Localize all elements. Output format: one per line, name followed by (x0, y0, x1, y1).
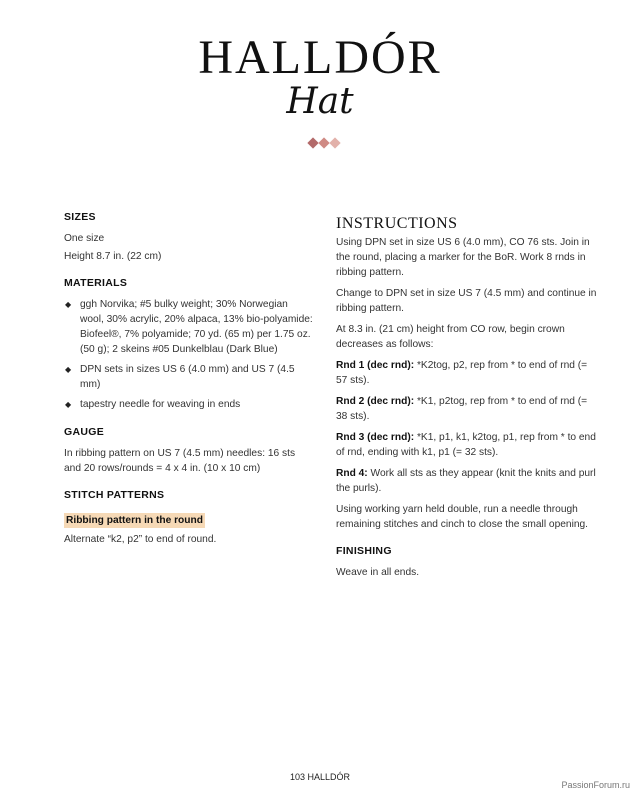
diamond-icon (318, 137, 329, 148)
finishing-heading: FINISHING (336, 545, 392, 557)
size-line: One size (64, 233, 105, 244)
round-instruction: Rnd 2 (dec rnd): *K1, p2tog, rep from * to end of rnd (= 38 sts). (336, 396, 588, 422)
round-instruction: Rnd 4: Work all sts as they appear (knit the knits and purl the purls). (336, 468, 596, 494)
instruction-paragraph: At 8.3 in. (21 cm) height from CO row, begin crown decreases as follows: (336, 324, 565, 350)
diamond-bullet-icon: ◆ (65, 300, 72, 309)
gauge-heading: GAUGE (64, 426, 105, 438)
right-column (336, 216, 598, 580)
gauge-text: In ribbing pattern on US 7 (4.5 mm) needles: 16 sts and 20 rows/rounds = 4 x 4 in. (10 x 10 cm) (64, 448, 296, 474)
page-footer: 103 HALLDÓR (289, 772, 351, 782)
watermark: PassionForum.ru (561, 780, 630, 790)
round-instruction: Rnd 3 (dec rnd): *K1, p1, k1, k2tog, p1, rep from * to end of rnd, ending with k1, p1 (= 32 sts). (336, 432, 596, 458)
round-instruction: Rnd 1 (dec rnd): *K2tog, p2, rep from * to end of rnd (= 57 sts). (336, 360, 588, 386)
left-column (64, 210, 314, 547)
diamond-icon (307, 137, 318, 148)
list-item: ◆ ggh Norvika; #5 bulky weight; 30% Norwegian wool, 30% acrylic, 20% alpaca, 13% bio-polyamide: Biofeel®, 7% polyamide; 70 yd. (65 m) per 1.75 oz. (50 g); 2 skeins #05 Dunkelblau (Dark Blue) (65, 299, 313, 355)
size-line: Height 8.7 in. (22 cm) (64, 251, 162, 262)
list-item: ◆ DPN sets in sizes US 6 (4.0 mm) and US 7 (4.5 mm) (65, 364, 295, 390)
page-subtitle: Hat (286, 81, 354, 122)
instruction-paragraph: Using working yarn held double, run a needle through remaining stitches and cinch to close the small opening. (336, 504, 588, 530)
materials-list (64, 297, 314, 412)
diamond-bullet-icon: ◆ (65, 365, 72, 374)
materials-heading: MATERIALS (64, 277, 128, 289)
sizes-heading: SIZES (64, 211, 96, 223)
list-item: ◆ tapestry needle for weaving in ends (65, 399, 241, 410)
diamond-bullet-icon: ◆ (65, 400, 72, 409)
instruction-paragraph: Change to DPN set in size US 7 (4.5 mm) and continue in ribbing pattern. (336, 288, 597, 314)
stitch-patterns-heading: STITCH PATTERNS (64, 489, 165, 501)
stitch-pattern-name: Ribbing pattern in the round (66, 515, 203, 526)
instructions-heading: INSTRUCTIONS (336, 215, 458, 232)
instruction-paragraph: Using DPN set in size US 6 (4.0 mm), CO 76 sts. Join in the round, placing a marker for the BoR. Work 8 rnds in ribbing pattern. (336, 237, 590, 278)
finishing-text: Weave in all ends. (336, 567, 420, 578)
diamond-icon (329, 137, 340, 148)
stitch-pattern-text: Alternate “k2, p2” to end of round. (64, 534, 217, 545)
page-title: HALLDÓR (198, 31, 442, 84)
